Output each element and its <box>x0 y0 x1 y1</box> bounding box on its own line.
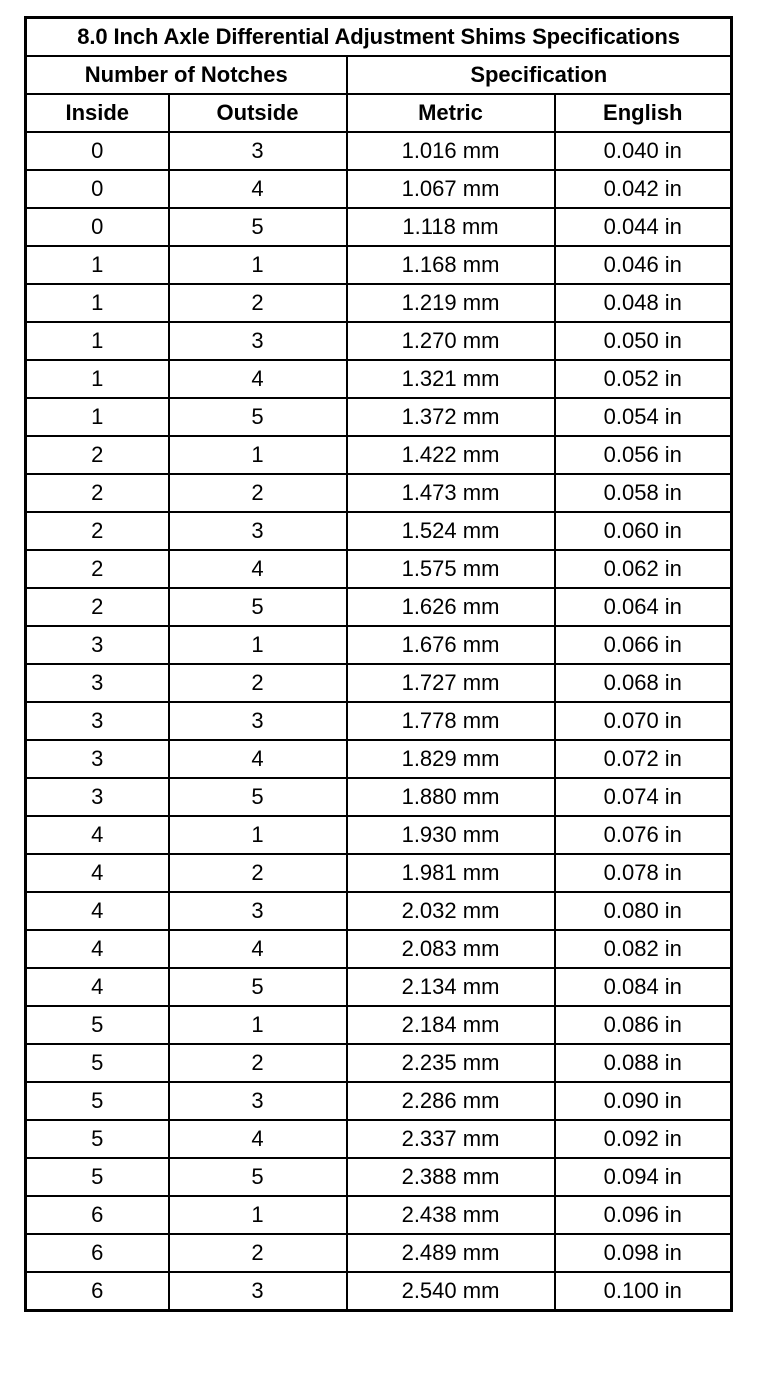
cell-metric: 2.540 mm <box>347 1272 555 1311</box>
column-header-row <box>26 94 732 132</box>
cell-metric: 1.016 mm <box>347 132 555 170</box>
table-row <box>26 1234 732 1272</box>
cell-english: 0.088 in <box>555 1044 732 1082</box>
cell-inside: 6 <box>26 1234 169 1272</box>
cell-inside: 3 <box>26 702 169 740</box>
cell-english: 0.076 in <box>555 816 732 854</box>
table-row <box>26 968 732 1006</box>
cell-metric: 1.067 mm <box>347 170 555 208</box>
cell-outside: 4 <box>169 930 347 968</box>
cell-metric: 1.473 mm <box>347 474 555 512</box>
table-row <box>26 474 732 512</box>
table-body <box>26 132 732 1311</box>
cell-metric: 1.727 mm <box>347 664 555 702</box>
cell-inside: 3 <box>26 664 169 702</box>
cell-outside: 1 <box>169 1196 347 1234</box>
cell-metric: 1.930 mm <box>347 816 555 854</box>
cell-outside: 4 <box>169 170 347 208</box>
cell-metric: 1.880 mm <box>347 778 555 816</box>
cell-metric: 2.388 mm <box>347 1158 555 1196</box>
cell-inside: 4 <box>26 854 169 892</box>
cell-outside: 4 <box>169 550 347 588</box>
cell-metric: 1.118 mm <box>347 208 555 246</box>
table-row <box>26 284 732 322</box>
cell-inside: 2 <box>26 436 169 474</box>
cell-metric: 2.438 mm <box>347 1196 555 1234</box>
group-header-notches: Number of Notches <box>26 56 347 94</box>
cell-english: 0.080 in <box>555 892 732 930</box>
cell-outside: 1 <box>169 436 347 474</box>
table-row <box>26 816 732 854</box>
cell-english: 0.100 in <box>555 1272 732 1311</box>
cell-outside: 4 <box>169 740 347 778</box>
cell-inside: 4 <box>26 968 169 1006</box>
cell-inside: 5 <box>26 1158 169 1196</box>
cell-metric: 1.270 mm <box>347 322 555 360</box>
cell-metric: 1.321 mm <box>347 360 555 398</box>
cell-english: 0.056 in <box>555 436 732 474</box>
cell-english: 0.074 in <box>555 778 732 816</box>
cell-outside: 1 <box>169 1006 347 1044</box>
cell-metric: 2.337 mm <box>347 1120 555 1158</box>
table-row <box>26 360 732 398</box>
table-row <box>26 322 732 360</box>
table-row <box>26 626 732 664</box>
cell-english: 0.078 in <box>555 854 732 892</box>
cell-inside: 1 <box>26 398 169 436</box>
table-row <box>26 740 732 778</box>
table-row <box>26 1158 732 1196</box>
table-row <box>26 1044 732 1082</box>
cell-inside: 4 <box>26 930 169 968</box>
shims-spec-table <box>24 16 733 1312</box>
cell-metric: 1.372 mm <box>347 398 555 436</box>
cell-outside: 2 <box>169 1234 347 1272</box>
table-row <box>26 1272 732 1311</box>
table-row <box>26 170 732 208</box>
table-row <box>26 208 732 246</box>
table-row <box>26 550 732 588</box>
table-row <box>26 1082 732 1120</box>
cell-metric: 2.286 mm <box>347 1082 555 1120</box>
table-row <box>26 854 732 892</box>
cell-metric: 2.032 mm <box>347 892 555 930</box>
cell-metric: 2.184 mm <box>347 1006 555 1044</box>
group-header-specification: Specification <box>347 56 732 94</box>
table-title: 8.0 Inch Axle Differential Adjustment Shims Specifications <box>26 18 732 57</box>
cell-inside: 3 <box>26 778 169 816</box>
cell-english: 0.086 in <box>555 1006 732 1044</box>
cell-outside: 5 <box>169 208 347 246</box>
cell-metric: 1.422 mm <box>347 436 555 474</box>
cell-outside: 3 <box>169 892 347 930</box>
cell-english: 0.070 in <box>555 702 732 740</box>
cell-english: 0.082 in <box>555 930 732 968</box>
cell-metric: 1.626 mm <box>347 588 555 626</box>
cell-english: 0.098 in <box>555 1234 732 1272</box>
cell-metric: 1.168 mm <box>347 246 555 284</box>
cell-metric: 1.575 mm <box>347 550 555 588</box>
cell-english: 0.046 in <box>555 246 732 284</box>
cell-metric: 1.981 mm <box>347 854 555 892</box>
cell-inside: 1 <box>26 246 169 284</box>
cell-metric: 2.489 mm <box>347 1234 555 1272</box>
cell-outside: 3 <box>169 322 347 360</box>
cell-inside: 0 <box>26 208 169 246</box>
cell-inside: 5 <box>26 1044 169 1082</box>
cell-inside: 5 <box>26 1006 169 1044</box>
cell-metric: 2.235 mm <box>347 1044 555 1082</box>
group-header-row <box>26 56 732 94</box>
cell-outside: 2 <box>169 474 347 512</box>
cell-english: 0.090 in <box>555 1082 732 1120</box>
cell-inside: 2 <box>26 512 169 550</box>
cell-english: 0.068 in <box>555 664 732 702</box>
table-row <box>26 132 732 170</box>
column-header-inside: Inside <box>26 94 169 132</box>
cell-inside: 5 <box>26 1120 169 1158</box>
cell-outside: 5 <box>169 1158 347 1196</box>
cell-inside: 3 <box>26 626 169 664</box>
cell-outside: 2 <box>169 664 347 702</box>
table-row <box>26 588 732 626</box>
cell-english: 0.094 in <box>555 1158 732 1196</box>
cell-english: 0.052 in <box>555 360 732 398</box>
cell-inside: 5 <box>26 1082 169 1120</box>
cell-metric: 1.676 mm <box>347 626 555 664</box>
cell-metric: 1.829 mm <box>347 740 555 778</box>
cell-inside: 6 <box>26 1272 169 1311</box>
cell-metric: 1.219 mm <box>347 284 555 322</box>
cell-english: 0.064 in <box>555 588 732 626</box>
cell-outside: 5 <box>169 778 347 816</box>
table-row <box>26 1120 732 1158</box>
cell-english: 0.040 in <box>555 132 732 170</box>
cell-english: 0.048 in <box>555 284 732 322</box>
title-row <box>26 18 732 57</box>
cell-inside: 0 <box>26 132 169 170</box>
cell-inside: 1 <box>26 322 169 360</box>
cell-outside: 3 <box>169 702 347 740</box>
cell-english: 0.044 in <box>555 208 732 246</box>
table-row <box>26 246 732 284</box>
cell-outside: 2 <box>169 284 347 322</box>
table-row <box>26 664 732 702</box>
cell-outside: 1 <box>169 816 347 854</box>
cell-metric: 2.083 mm <box>347 930 555 968</box>
table-row <box>26 930 732 968</box>
column-header-english: English <box>555 94 732 132</box>
table-row <box>26 1196 732 1234</box>
table-row <box>26 1006 732 1044</box>
column-header-metric: Metric <box>347 94 555 132</box>
cell-english: 0.050 in <box>555 322 732 360</box>
table-row <box>26 512 732 550</box>
cell-english: 0.058 in <box>555 474 732 512</box>
table-row <box>26 436 732 474</box>
cell-english: 0.060 in <box>555 512 732 550</box>
cell-english: 0.062 in <box>555 550 732 588</box>
cell-english: 0.042 in <box>555 170 732 208</box>
cell-inside: 2 <box>26 588 169 626</box>
cell-inside: 1 <box>26 360 169 398</box>
cell-inside: 2 <box>26 474 169 512</box>
cell-outside: 4 <box>169 1120 347 1158</box>
cell-outside: 5 <box>169 968 347 1006</box>
cell-english: 0.072 in <box>555 740 732 778</box>
column-header-outside: Outside <box>169 94 347 132</box>
cell-inside: 3 <box>26 740 169 778</box>
cell-english: 0.066 in <box>555 626 732 664</box>
table-row <box>26 778 732 816</box>
table-row <box>26 398 732 436</box>
cell-english: 0.054 in <box>555 398 732 436</box>
cell-metric: 1.524 mm <box>347 512 555 550</box>
cell-outside: 5 <box>169 398 347 436</box>
cell-outside: 3 <box>169 1272 347 1311</box>
cell-metric: 1.778 mm <box>347 702 555 740</box>
cell-inside: 1 <box>26 284 169 322</box>
cell-inside: 2 <box>26 550 169 588</box>
cell-inside: 4 <box>26 892 169 930</box>
cell-metric: 2.134 mm <box>347 968 555 1006</box>
cell-outside: 4 <box>169 360 347 398</box>
cell-english: 0.084 in <box>555 968 732 1006</box>
cell-outside: 3 <box>169 1082 347 1120</box>
cell-outside: 5 <box>169 588 347 626</box>
table-row <box>26 702 732 740</box>
cell-outside: 2 <box>169 854 347 892</box>
cell-outside: 3 <box>169 132 347 170</box>
cell-outside: 1 <box>169 246 347 284</box>
cell-english: 0.092 in <box>555 1120 732 1158</box>
cell-inside: 4 <box>26 816 169 854</box>
cell-outside: 2 <box>169 1044 347 1082</box>
cell-english: 0.096 in <box>555 1196 732 1234</box>
table-row <box>26 892 732 930</box>
cell-outside: 1 <box>169 626 347 664</box>
cell-inside: 6 <box>26 1196 169 1234</box>
cell-inside: 0 <box>26 170 169 208</box>
cell-outside: 3 <box>169 512 347 550</box>
